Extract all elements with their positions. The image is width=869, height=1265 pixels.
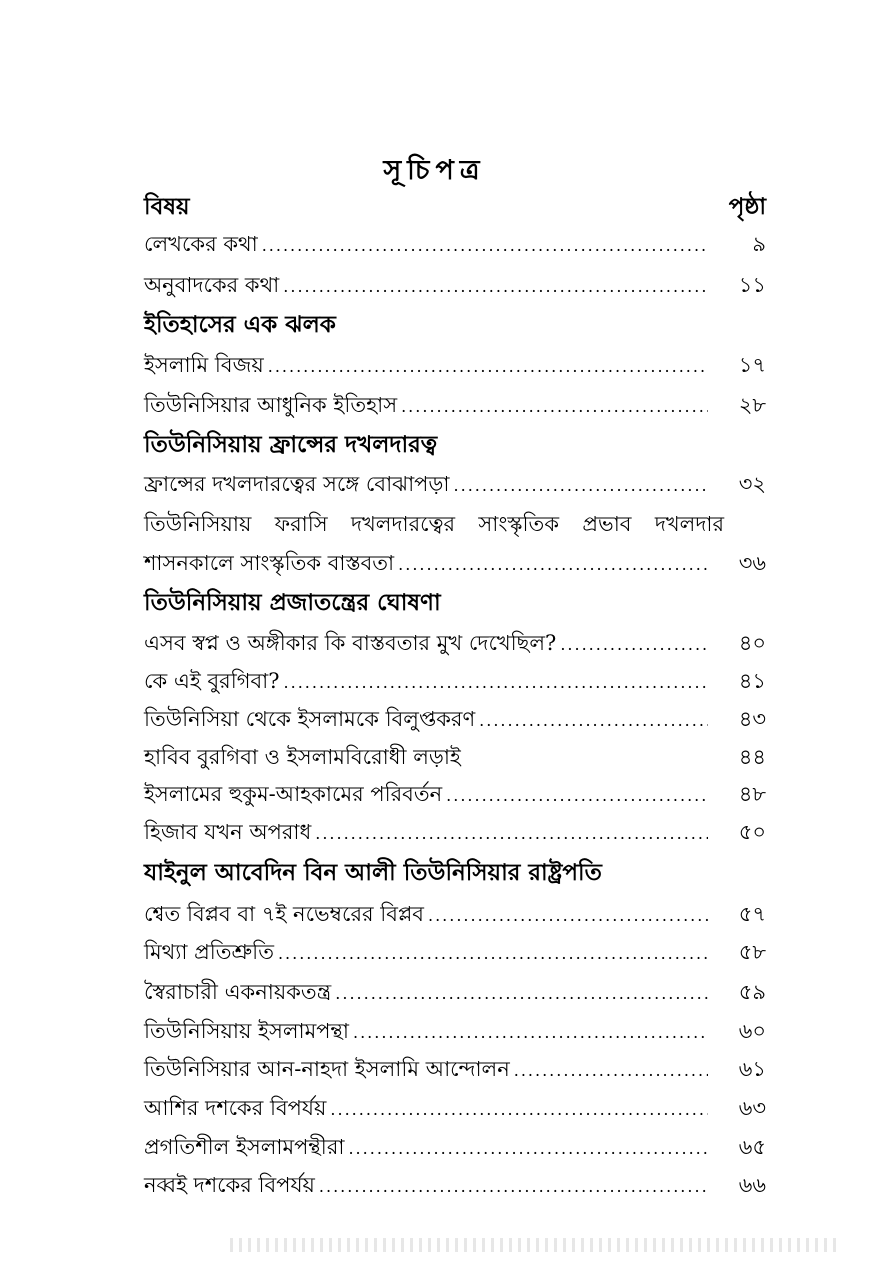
toc-entry-label: হাবিব বুরগিবা ও ইসলামবিরোধী লড়াই [144,745,461,769]
section-heading: তিউনিসিয়ায় প্রজাতন্ত্রের ঘোষণা [144,589,441,616]
toc-entry-label: নব্বই দশকের বিপর্যয় [144,1173,315,1197]
toc-entry-page: ৪৩ [738,707,766,731]
toc-entry-page: ৫৭ [738,902,766,926]
toc-entry[interactable] [144,665,766,697]
toc-entry[interactable] [144,389,766,421]
leader-dots [454,470,708,502]
toc-entry-page: ৩৬ [738,551,766,575]
leader-dots [398,549,708,581]
toc-entry-label: তিউনিসিয়া থেকে ইসলামকে বিলুপ্তকরণ [144,707,476,731]
toc-entry-label: প্রগতিশীল ইসলামপন্থীরা [144,1135,345,1159]
leader-dots [319,1171,708,1203]
toc-entry[interactable] [144,816,766,848]
toc-entry[interactable] [144,627,766,659]
toc-entry-page: ৬৫ [738,1135,766,1159]
toc-entry-label: ইসলামি বিজয় [144,353,264,377]
toc-entry-multiline-first[interactable]: তিউনিসিয়ায় ফরাসি দখলদারত্বের সাংস্কৃতিক প্রভাব দখলদার [144,512,724,536]
toc-entry-page: ৩২ [738,472,766,496]
toc-entry[interactable] [144,703,766,735]
leader-dots [446,780,708,812]
toc-entry-page: ৪০ [738,631,766,655]
leader-dots [315,818,708,850]
toc-entry[interactable] [144,349,766,381]
toc-entry[interactable] [144,1053,766,1085]
toc-entry[interactable] [144,936,766,968]
toc-entry[interactable] [144,741,766,773]
toc-entry[interactable] [144,1131,766,1163]
toc-entry[interactable] [144,269,766,301]
toc-entry-page: ৬৩ [738,1096,766,1120]
toc-entry[interactable] [144,228,766,260]
toc-entry-page: ৪৪ [738,745,766,769]
toc-entry-label: তিউনিসিয়ার আন-নাহদা ইসলামি আন্দোলন [144,1057,510,1081]
toc-entry[interactable] [144,976,766,1008]
toc-entry-label: স্বৈরাচারী একনায়কতন্ত্র [144,980,332,1004]
leader-dots [401,391,708,423]
leader-dots [428,900,708,932]
scan-artifact [230,1238,840,1252]
toc-entry-page: ৫৯ [738,980,766,1004]
leader-dots [514,1055,708,1087]
toc-entry[interactable] [144,1015,766,1047]
toc-entry-page: ৪৮ [738,782,766,806]
section-heading: ইতিহাসের এক ঝলক [144,311,336,338]
toc-entry-label: ইসলামের হুকুম-আহকামের পরিবর্তন [144,782,443,806]
section-heading: যাইনুল আবেদিন বিন আলী তিউনিসিয়ার রাষ্ট্রপতি [144,859,602,886]
toc-entry-label: আশির দশকের বিপর্যয় [144,1096,327,1120]
leader-dots [284,667,708,699]
leader-dots [268,351,708,383]
toc-entry-label: শাসনকালে সাংস্কৃতিক বাস্তবতা [144,551,395,575]
toc-entry-label: হিজাব যখন অপরাধ [144,820,312,844]
toc-entry-label: লেখকের কথা [144,232,258,256]
toc-entry-page: ৬০ [738,1019,766,1043]
page-header: পৃষ্ঠা [728,193,766,220]
toc-entry-page: ১৭ [738,353,766,377]
toc-entry[interactable] [144,1092,766,1124]
leader-dots [330,1094,708,1126]
section-heading: তিউনিসিয়ায় ফ্রান্সের দখলদারত্ব [144,431,438,458]
toc-entry-page: ৫৮ [738,940,766,964]
leader-dots [335,978,708,1010]
leader-dots [348,1133,708,1165]
toc-entry-label: এসব স্বপ্ন ও অঙ্গীকার কি বাস্তবতার মুখ দেখেছিল? [144,631,557,655]
toc-entry-label: কে এই বুরগিবা? [144,669,280,693]
subject-header: বিষয় [144,193,190,220]
leader-dots [283,271,708,303]
page-title: সূচিপত্র [383,155,486,186]
toc-entry-label: মিথ্যা প্রতিশ্রুতি [144,940,274,964]
toc-entry[interactable] [144,547,766,579]
toc-entry-label: তিউনিসিয়ায় ইসলামপন্থা [144,1019,349,1043]
toc-entry[interactable] [144,778,766,810]
toc-entry[interactable] [144,468,766,500]
toc-entry-label: ফ্রান্সের দখলদারত্বের সঙ্গে বোঝাপড়া [144,472,450,496]
leader-dots [560,629,708,661]
toc-entry-page: ১১ [738,273,766,297]
toc-entry-page: ৯ [752,232,766,256]
leader-dots [278,938,708,970]
leader-dots [479,705,708,737]
toc-entry-label: অনুবাদকের কথা [144,273,280,297]
toc-entry-page: ৬৬ [738,1173,766,1197]
leader-dots [262,230,708,262]
toc-entry-page: ৪১ [738,669,766,693]
toc-entry-page: ২৮ [738,393,766,417]
toc-entry[interactable] [144,898,766,930]
leader-dots [353,1017,708,1049]
toc-entry-page: ৬১ [738,1057,766,1081]
toc-entry-label: তিউনিসিয়ার আধুনিক ইতিহাস [144,393,398,417]
toc-entry-label: শ্বেত বিপ্লব বা ৭ই নভেম্বরের বিপ্লব [144,902,424,926]
toc-entry-page: ৫০ [738,820,766,844]
toc-entry[interactable] [144,1169,766,1201]
